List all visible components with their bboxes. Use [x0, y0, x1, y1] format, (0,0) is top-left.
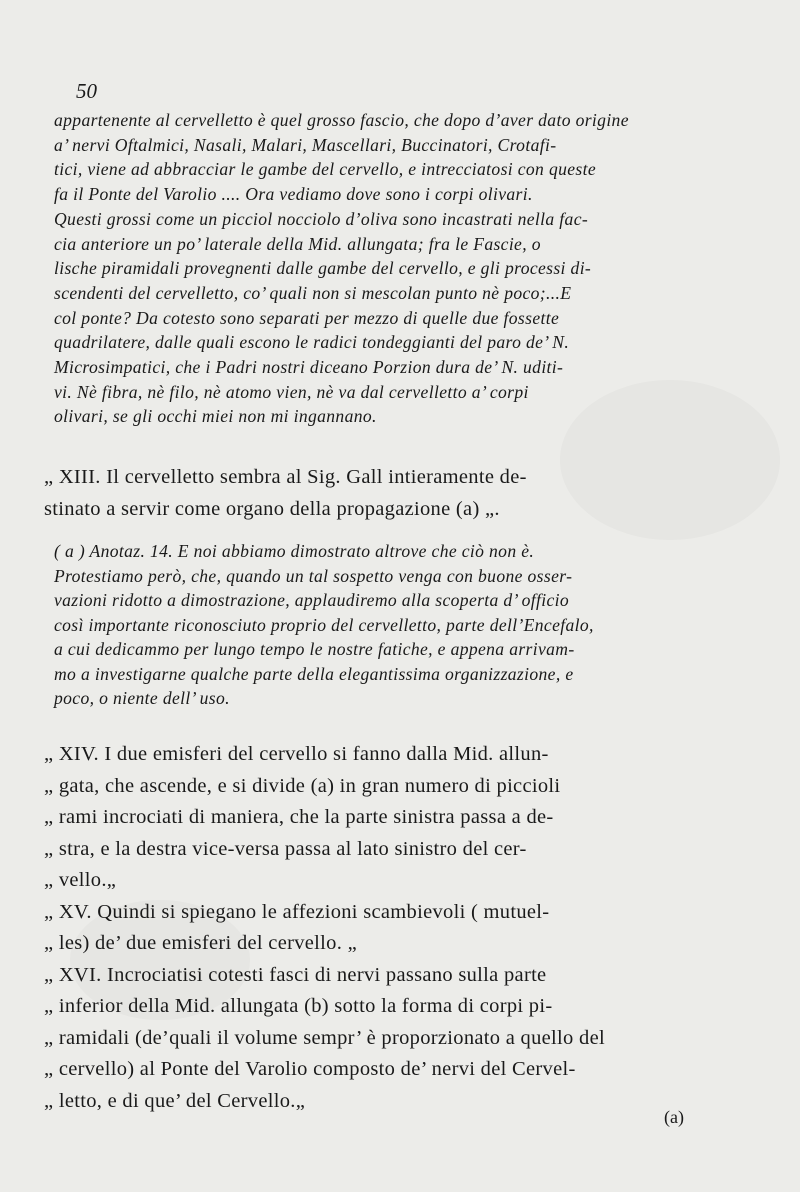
text-line: cia anteriore un po’ laterale della Mid. allungata; fra le Fascie, o: [54, 233, 541, 254]
text-line: ( a ) Anotaz. 14. E noi abbiamo dimostrato altrove che ciò non è.: [54, 541, 535, 561]
page-number: 50: [76, 79, 97, 103]
text-line: appartenente al cervelletto è quel grosso fascio, che dopo d’aver dato origine: [54, 110, 629, 130]
text-line: quadrilatere, dalle quali escono le radici tondeggianti del paro de’ N.: [54, 332, 570, 353]
text-line: „ rami incrociati di maniera, che la parte sinistra passa a de-: [44, 806, 554, 828]
text-line: stinato a servir come organo della propagazione (a) „.: [44, 498, 500, 520]
section-xiii: [44, 461, 750, 525]
footnote-a: [54, 539, 744, 711]
text-line: Microsimpatici, che i Padri nostri diceano Porzion dura de’ N. uditi-: [54, 357, 564, 378]
text-line: fa il Ponte del Varolio .... Ora vediamo dove sono i corpi olivari.: [54, 184, 533, 205]
text-line: così importante riconosciuto proprio del cervelletto, parte dell’Encefalo,: [54, 614, 594, 635]
text-line: vazioni ridotto a dimostrazione, applaudiremo alla scoperta d’ officio: [54, 590, 569, 610]
text-line: Questi grossi come un picciol nocciolo d’oliva sono incastrati nella fac-: [54, 208, 589, 229]
text-line: „ XVI. Incrociatisi cotesti fasci di nervi passano sulla parte: [44, 963, 547, 986]
sections-xiv-xvi: [44, 739, 750, 1117]
text-line: „ les) de’ due emisferi del cervello. „: [44, 932, 357, 954]
text-line: „ XIV. I due emisferi del cervello si fanno dalla Mid. allun-: [44, 743, 549, 765]
text-line: vi. Nè fibra, nè filo, nè atomo vien, nè va dal cervelletto a’ corpi: [54, 381, 529, 402]
text-line: „ letto, e di que’ del Cervello.„: [44, 1089, 306, 1112]
text-line: „ stra, e la destra vice-versa passa al lato sinistro del cer-: [44, 837, 527, 860]
text-line: tici, viene ad abbracciar le gambe del cervello, e intrecciatosi con queste: [54, 159, 597, 180]
text-line: a cui dedicammo per lungo tempo le nostre fatiche, e appena arrivam-: [54, 639, 575, 659]
text-line: „ vello.„: [44, 869, 117, 891]
text-line: col ponte? Da cotesto sono separati per mezzo di quelle due fossette: [54, 307, 560, 328]
text-line: a’ nervi Oftalmici, Nasali, Malari, Mascellari, Buccinatori, Crotafi-: [54, 134, 557, 155]
text-line: mo a investigarne qualche parte della elegantissima organizzazione, e: [54, 663, 574, 684]
text-line: poco, o niente dell’ uso.: [54, 688, 230, 708]
text-line: lische piramidali provegnenti dalle gambe del cervello, e gli processi di-: [54, 258, 592, 279]
text-line: „ cervello) al Ponte del Varolio composto de’ nervi del Cervel-: [44, 1058, 576, 1080]
text-line: olivari, se gli occhi miei non mi ingannano.: [54, 406, 377, 427]
text-line: „ gata, che ascende, e si divide (a) in gran numero di piccioli: [44, 774, 561, 797]
intro-paragraph: [54, 108, 744, 429]
text-line: „ XIII. Il cervelletto sembra al Sig. Gall intieramente de-: [44, 466, 527, 488]
catchword: (a): [664, 1107, 684, 1127]
text-line: „ XV. Quindi si spiegano le affezioni scambievoli ( mutuel-: [44, 900, 550, 923]
text-line: „ inferior della Mid. allungata (b) sotto la forma di corpi pi-: [44, 995, 553, 1017]
text-line: scendenti del cervelletto, co’ quali non si mescolan punto nè poco;...E: [54, 282, 572, 303]
text-line: Protestiamo però, che, quando un tal sospetto venga con buone osser-: [54, 565, 573, 586]
text-line: „ ramidali (de’quali il volume sempr’ è proporzionato a quello del: [44, 1026, 605, 1049]
